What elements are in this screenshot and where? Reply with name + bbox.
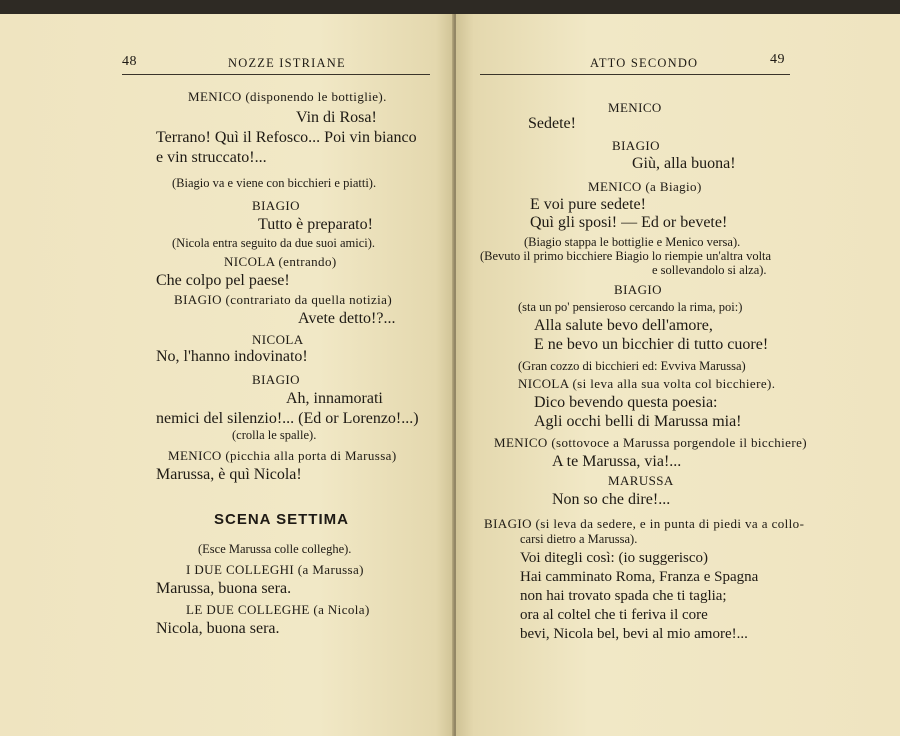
stage-direction: carsi dietro a Marussa). — [520, 532, 638, 546]
speaker-line: MENICO (sottovoce a Marussa porgendole il bicchiere) — [494, 435, 807, 450]
verse-line: bevi, Nicola bel, bevi al mio amore!... — [520, 626, 748, 642]
stage-direction: (Nicola entra seguito da due suoi amici). — [172, 236, 376, 250]
stage-direction: (Biagio stappa le bottiglie e Menico versa). — [524, 235, 741, 249]
speaker-line: BIAGIO — [614, 282, 662, 297]
speaker-line: BIAGIO — [252, 372, 300, 387]
verse-line: Agli occhi belli di Marussa mia! — [534, 413, 742, 430]
verse-line: E voi pure sedete! — [530, 196, 646, 213]
stage-direction: (sta un po' pensieroso cercando la rima, poi:) — [518, 300, 743, 314]
verse-line: e vin struccato!... — [156, 149, 267, 166]
verse-line: Quì gli sposi! — Ed or bevete! — [530, 214, 728, 231]
verse-line: Hai camminato Roma, Franza e Spagna — [520, 569, 759, 585]
speaker-line: BIAGIO — [252, 198, 300, 213]
verse-line: Nicola, buona sera. — [156, 620, 280, 637]
header-rule — [480, 74, 790, 75]
verse-line: Ah, innamorati — [286, 390, 383, 407]
speaker-line: MENICO (picchia alla porta di Marussa) — [168, 448, 397, 463]
stage-direction: e sollevandolo si alza). — [652, 263, 767, 277]
speaker-line: BIAGIO (si leva da sedere, e in punta di piedi va a collo- — [484, 516, 805, 531]
verse-line: Tutto è preparato! — [258, 216, 373, 233]
verse-line: Avete detto!?... — [298, 310, 396, 327]
verse-line: Marussa, buona sera. — [156, 580, 292, 597]
verse-line: Marussa, è quì Nicola! — [156, 466, 302, 483]
page-number: 49 — [770, 52, 785, 67]
speaker-line: MENICO — [608, 100, 662, 115]
verse-line: Dico bevendo questa poesia: — [534, 394, 718, 411]
running-title: NOZZE ISTRIANE — [228, 56, 346, 70]
speaker-line: MENICO (a Biagio) — [588, 179, 702, 194]
speaker-line: MARUSSA — [608, 473, 674, 488]
verse-line: No, l'hanno indovinato! — [156, 348, 308, 365]
verse-line: ora al coltel che ti feriva il core — [520, 607, 708, 623]
verse-line: non hai trovato spada che ti taglia; — [520, 588, 727, 604]
stage-direction: (Esce Marussa colle colleghe). — [198, 542, 352, 556]
page-number: 48 — [122, 54, 137, 69]
left-page — [0, 14, 454, 736]
verse-line: Sedete! — [528, 115, 576, 132]
speaker-line: LE DUE COLLEGHE (a Nicola) — [186, 602, 370, 617]
speaker-line: NICOLA — [252, 332, 304, 347]
stage-direction: (Gran cozzo di bicchieri ed: Evviva Marussa) — [518, 359, 746, 373]
speaker-line: NICOLA (si leva alla sua volta col bicchiere). — [518, 376, 776, 391]
speaker-line: BIAGIO (contrariato da quella notizia) — [174, 292, 393, 307]
speaker-line: NICOLA (entrando) — [224, 254, 337, 269]
verse-line: Alla salute bevo dell'amore, — [534, 317, 713, 334]
verse-line: Terrano! Quì il Refosco... Poi vin bianco — [156, 129, 417, 146]
verse-line: A te Marussa, via!... — [552, 453, 682, 470]
stage-direction: (Biagio va e viene con bicchieri e piatti). — [172, 176, 377, 190]
speaker-line: MENICO (disponendo le bottiglie). — [188, 89, 387, 104]
speaker-line: BIAGIO — [612, 138, 660, 153]
running-title: ATTO SECONDO — [590, 56, 699, 70]
verse-line: Che colpo pel paese! — [156, 272, 290, 289]
verse-line: Vin di Rosa! — [296, 109, 377, 126]
verse-line: Voi ditegli così: (io suggerisco) — [520, 550, 709, 566]
verse-line: nemici del silenzio!... (Ed or Lorenzo!...) — [156, 410, 419, 427]
stage-direction: (crolla le spalle). — [232, 428, 317, 442]
stage-direction: (Bevuto il primo bicchiere Biagio lo riempie un'altra volta — [480, 249, 772, 263]
verse-line: E ne bevo un bicchier di tutto cuore! — [534, 336, 769, 353]
verse-line: Non so che dire!... — [552, 491, 671, 508]
scene-heading: SCENA SETTIMA — [214, 511, 349, 528]
speaker-line: I DUE COLLEGHI (a Marussa) — [186, 562, 364, 577]
right-page — [456, 14, 900, 736]
header-rule — [122, 74, 430, 75]
verse-line: Giù, alla buona! — [632, 155, 736, 172]
